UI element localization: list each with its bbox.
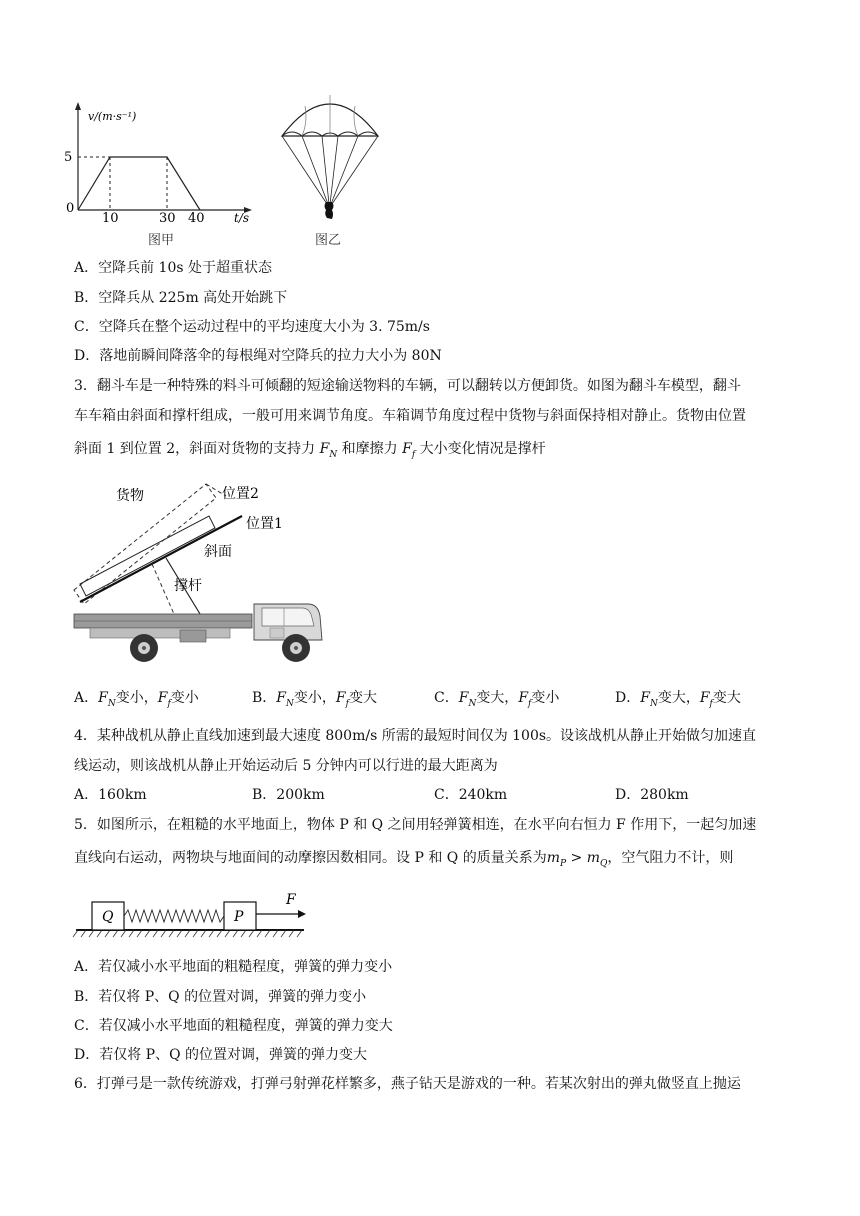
truck-label-slope: 斜面 [204,544,232,560]
graph-caption: 图甲 [148,233,175,248]
q4-option-b: B．200km [252,787,325,803]
block-p-label: P [234,909,244,925]
parachute-figure [270,92,390,252]
q3-b-fn: $F_N$ [276,690,294,709]
truck-label-rod: 撑杆 [174,578,202,594]
q4-option-c: C．240km [434,787,508,803]
q3-stem-text-c: 大小变化情况是撑杆 [419,441,546,457]
q3-option-b: B．$F_N$变小，$F_f$变大 [252,690,377,709]
q3-stem-line2: 车车箱由斜面和撑杆组成，一般可用来调节角度。车箱调节角度过程中货物与斜面保持相对静止。货物由位置 [74,408,746,424]
truck-label-cargo: 货物 [116,488,144,504]
q5-option-c: C．若仅减小水平地面的粗糙程度，弹簧的弹力变大 [74,1018,393,1034]
q3-c-fn: $F_N$ [458,690,477,709]
graph-ylabel: v/(m·s⁻¹) [88,110,137,123]
force-f-label: F [286,892,296,908]
dump-truck-figure [70,476,332,670]
graph-xtick-10: 10 [102,211,119,226]
q5-option-b: B．若仅将 P、Q 的位置对调，弹簧的弹力变小 [74,989,367,1005]
q5-stem-line2 [74,849,733,873]
q3-option-d: D．$F_N$变大，$F_f$变大 [615,690,741,709]
q5-option-a: A．若仅减小水平地面的粗糙程度，弹簧的弹力变小 [74,959,393,975]
parachute-caption: 图乙 [315,233,342,248]
q3-stem-line3 [74,440,546,464]
q2-option-d: D．落地前瞬间降落伞的每根绳对空降兵的拉力大小为 80N [74,348,442,364]
graph-xtick-30: 30 [159,211,176,226]
graph-xlabel: t/s [234,211,250,225]
q3-option-c: C．$F_N$变大，$F_f$变小 [434,690,560,709]
q4-option-a: A．160km [74,787,147,803]
q5-stem-line1: 5．如图所示，在粗糙的水平地面上，物体 P 和 Q 之间用轻弹簧相连，在水平向右恒力 F 作用下，一起匀加速 [74,817,757,833]
q5-stem-text-b: ，空气阻力不计，则 [607,850,734,866]
q3-b-ff: $F_f$ [335,690,349,709]
truck-label-pos2: 位置2 [222,486,259,502]
spring-blocks-figure [72,888,312,942]
q3-stem-text-a: 斜面 1 到位置 2，斜面对货物的支持力 [74,441,316,457]
block-q-label: Q [102,909,114,925]
q3-stem-text-b: 和摩擦力 [341,441,398,457]
graph-xtick-40: 40 [188,211,205,226]
q6-stem-line1: 6．打弹弓是一款传统游戏，打弹弓射弹花样繁多，燕子钻天是游戏的一种。若某次射出的弹丸做竖直上抛运 [74,1076,741,1092]
q3-symbol-fn: $F_N$ [319,441,338,460]
q3-d-ff: $F_f$ [699,690,713,709]
q4-option-d: D．280km [615,787,689,803]
graph-ytick-5: 5 [64,150,73,165]
graph-origin: 0 [66,201,75,216]
q2-option-a: A．空降兵前 10s 处于超重状态 [74,260,273,276]
q3-symbol-ff: $F_f$ [402,441,416,460]
q2-option-b: B．空降兵从 225m 高处开始跳下 [74,290,288,306]
q4-stem-line1: 4．某种战机从静止直线加速到最大速度 800m/s 所需的最短时间仅为 100s。设该战机从静止开始做匀加速直 [74,728,757,744]
q3-a-fn: $F_N$ [98,690,116,709]
q5-option-d: D．若仅将 P、Q 的位置对调，弹簧的弹力变大 [74,1047,368,1063]
q2-option-c: C．空降兵在整个运动过程中的平均速度大小为 3. 75m/s [74,319,430,335]
q3-c-ff: $F_f$ [518,690,532,709]
velocity-time-graph [60,98,260,250]
q5-stem-text-a: 直线向右运动，两物块与地面间的动摩擦因数相同。设 P 和 Q 的质量关系为 [74,850,547,866]
q3-a-ff: $F_f$ [157,690,171,709]
q3-d-fn: $F_N$ [640,690,658,709]
q3-option-a: A．$F_N$变小，$F_f$变小 [74,690,199,709]
q5-mass-relation: $m_P > m_Q$ [546,850,608,869]
truck-label-pos1: 位置1 [246,516,283,532]
q3-stem-line1: 3．翻斗车是一种特殊的料斗可倾翻的短途输送物料的车辆，可以翻转以方便卸货。如图为翻斗车模型，翻斗 [74,378,741,394]
q4-stem-line2: 线运动，则该战机从静止开始运动后 5 分钟内可以行进的最大距离为 [74,758,498,774]
